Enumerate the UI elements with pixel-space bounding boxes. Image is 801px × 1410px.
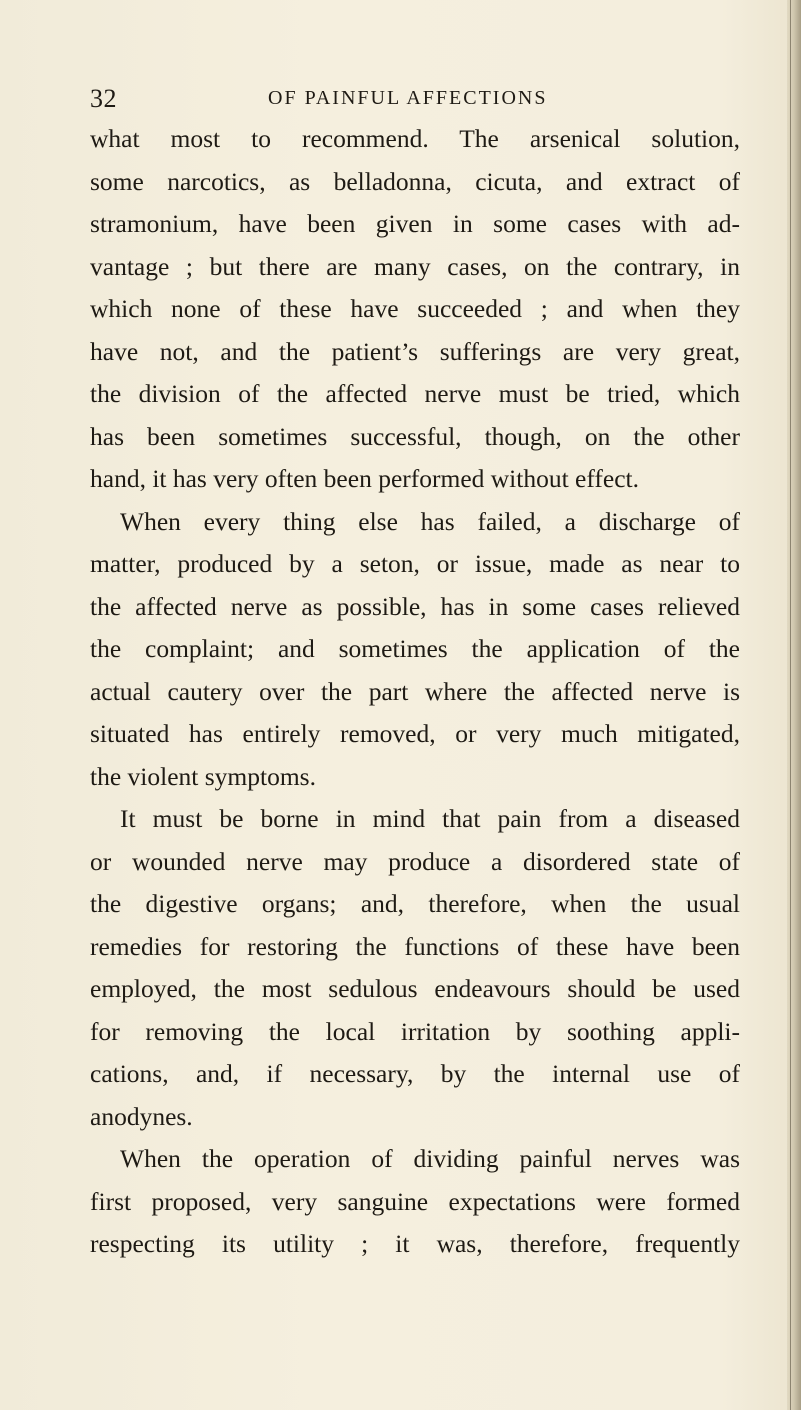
paragraph-first-line: It must be borne in mind that pain from a diseased [120, 804, 740, 833]
text-line: or wounded nerve may produce a disordered state of [90, 846, 740, 876]
page-number: 32 [90, 84, 117, 113]
text-line: employed, the most sedulous endeavours should be used [90, 974, 740, 1003]
text-line: hand, it has very often been performed without effect. [90, 464, 639, 493]
text-line: situated has entirely removed, or very much mitigated, [90, 719, 740, 748]
text-line: for removing the local irritation by soothing appli- [90, 1016, 740, 1046]
text-line: which none of these have succeeded ; and when they [90, 294, 740, 323]
running-head: OF PAINFUL AFFECTIONS [268, 87, 548, 109]
text-line: stramonium, have been given in some cases with ad- [90, 209, 740, 238]
text-line: matter, produced by a seton, or issue, made as near to [90, 549, 740, 578]
text-line: what most to recommend. The arsenical solution, [90, 124, 740, 153]
text-line: the violent symptoms. [90, 761, 316, 791]
paragraph-first-line: When the operation of dividing painful nerves was [120, 1144, 740, 1173]
text-line: actual cautery over the part where the affected nerve is [90, 676, 740, 706]
text-line: the digestive organs; and, therefore, when the usual [90, 889, 740, 918]
text-line: vantage ; but there are many cases, on the contrary, in [90, 251, 740, 281]
text-line: have not, and the patient’s sufferings are very great, [90, 336, 740, 366]
text-line: some narcotics, as belladonna, cicuta, and extract of [90, 166, 740, 196]
text-line: first proposed, very sanguine expectations were formed [90, 1186, 740, 1216]
text-line: the division of the affected nerve must be tried, which [90, 379, 740, 408]
text-line: respecting its utility ; it was, therefore, frequently [90, 1229, 740, 1258]
page-header [90, 84, 740, 120]
text-line: the affected nerve as possible, has in some cases relieved [90, 591, 740, 621]
page-binding-line [790, 0, 791, 1410]
text-line: anodynes. [90, 1101, 193, 1131]
text-line: has been sometimes successful, though, on the other [90, 421, 740, 451]
paragraph-first-line: When every thing else has failed, a discharge of [120, 506, 740, 536]
text-line: cations, and, if necessary, by the internal use of [90, 1059, 740, 1088]
body-text [90, 118, 740, 1266]
text-line: remedies for restoring the functions of these have been [90, 931, 740, 961]
text-line: the complaint; and sometimes the application of the [90, 634, 740, 663]
